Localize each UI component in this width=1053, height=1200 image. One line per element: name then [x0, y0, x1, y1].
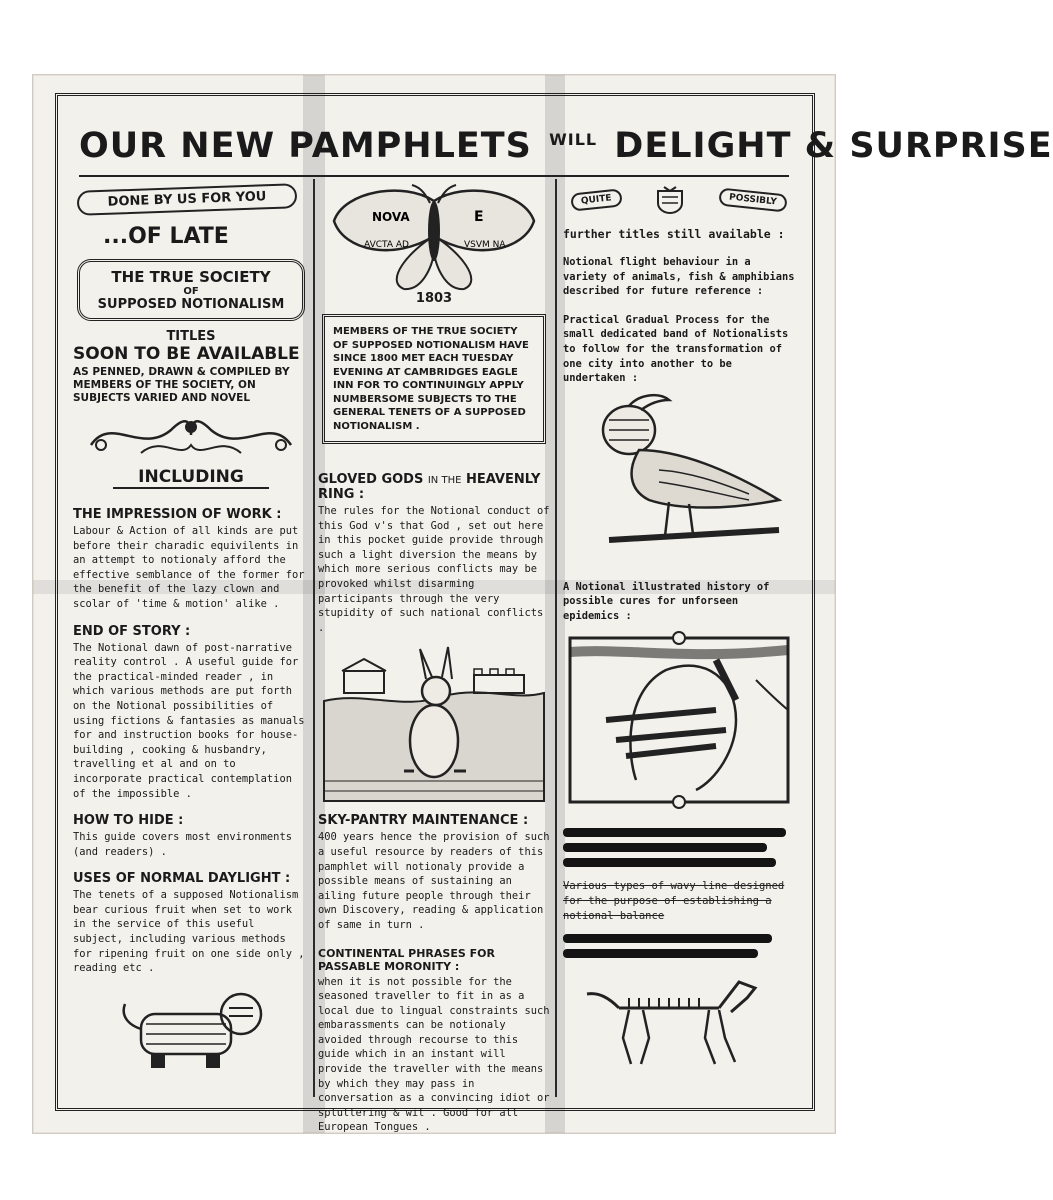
- column-left: [73, 181, 309, 1074]
- titles-label: TITLES: [166, 329, 216, 344]
- redaction-bar: [563, 858, 776, 867]
- ribbon-banner-right: [571, 185, 787, 215]
- struck-through-text: Various types of wavy line designed for the purpose of establishing a notional balance: [563, 879, 785, 922]
- section-heading: SKY-PANTRY MAINTENANCE :: [318, 813, 529, 829]
- moth-label-left: NOVA: [372, 210, 410, 224]
- banner-quite: QUITE: [570, 188, 622, 211]
- soon-available-heading: SOON TO BE AVAILABLE: [73, 344, 300, 364]
- redaction-bar: [563, 828, 786, 837]
- section-heading: HOW TO HIDE :: [73, 813, 184, 829]
- heading-part-2: IN THE: [427, 475, 462, 486]
- section-gloved-gods: [318, 472, 550, 635]
- redaction-bar: [563, 949, 758, 958]
- section-text: This guide covers most environments (and readers) .: [73, 831, 292, 858]
- section-heading: END OF STORY :: [73, 623, 191, 639]
- section-text: Labour & Action of all kinds are put before their charadic equivilents in an attempt to notionaly afford the effective semblance of the former for the benefit of the lazy clown and scolar of 'time & motion' alike .: [73, 525, 305, 610]
- section-normal-daylight: [73, 871, 309, 976]
- crest-icon: [650, 185, 690, 215]
- redaction-bar: [563, 934, 772, 943]
- gradual-process-text: Practical Gradual Process for the small dedicated band of Notionalists to follow for the transformation of one city into another to be undertaken :: [563, 313, 789, 385]
- page-title: [79, 119, 1053, 177]
- banner-possibly: POSSIBLY: [718, 188, 787, 213]
- year-label: 1803: [415, 291, 453, 306]
- section-heading: THE IMPRESSION OF WORK :: [73, 507, 282, 522]
- moth-label-right: E: [474, 209, 484, 225]
- moth-label-left2: AVCTA AD: [364, 240, 409, 250]
- helmeted-bird-icon: [569, 390, 789, 560]
- ribbon-banner: DONE BY US FOR YOU: [77, 183, 298, 216]
- society-cartouche: [77, 259, 305, 321]
- society-line-3: SUPPOSED NOTIONALISM: [97, 297, 285, 312]
- of-late-heading: ...OF LATE: [103, 224, 229, 249]
- including-heading: INCLUDING: [113, 467, 269, 489]
- title-will: WILL: [549, 130, 598, 149]
- knight-hare-landscape-icon: [324, 641, 544, 801]
- further-titles-heading: further titles still available :: [563, 227, 785, 241]
- section-end-of-story: [73, 624, 309, 802]
- society-line-1: THE TRUE SOCIETY: [111, 268, 271, 286]
- redaction-bar: [563, 843, 767, 852]
- column-divider-1: [313, 179, 315, 1097]
- moth-label-right2: VSVM NA: [464, 240, 506, 250]
- head-with-tubes-icon: [566, 630, 792, 810]
- armoured-dog-icon: [111, 984, 271, 1074]
- title-left: OUR NEW PAMPHLETS: [79, 126, 532, 166]
- redacted-block-2: [563, 934, 795, 958]
- pamphlet-sheet: [32, 74, 1053, 1134]
- section-continental-phrases: [318, 947, 550, 1136]
- scroll-ornament-icon: [81, 405, 301, 465]
- society-line-2: OF: [183, 286, 199, 297]
- column-divider-2: [555, 179, 557, 1097]
- column-middle: [318, 181, 550, 1135]
- section-text: 400 years hence the provision of such a useful resource by readers of this pamphlet will notionaly provide a possible means of sustaining an ailing future people through their own Discovery, reading & application of same in turn .: [318, 831, 550, 931]
- section-text: when it is not possible for the seasoned traveller to fit in as a local due to lingual constraints such embarassments can be notionaly avoided through recourse to this guide which in an instant will provide the traveller with the means by which they may pass in conversation as a convincing idiot or spluttering & wit . Good for all European Tongues .: [318, 975, 550, 1134]
- heading-part-3: HEAVENLY RING :: [318, 472, 541, 502]
- title-right: DELIGHT & SURPRISE: [614, 126, 1053, 166]
- section-how-to-hide: [73, 813, 309, 859]
- heading-part-1: GLOVED GODS: [318, 472, 424, 487]
- section-heading: USES OF NORMAL DAYLIGHT :: [73, 871, 291, 887]
- section-text: The rules for the Notional conduct of this God v's that God , set out here in this pocket guide provide through such a light diversion the means by which more serious conflicts may be provoked whilst disarming participants through the very stupidity of such national conflicts .: [318, 505, 550, 634]
- redacted-block-1: [563, 828, 795, 867]
- section-heading: [318, 472, 550, 502]
- intro-text: AS PENNED, DRAWN & COMPILED BY MEMBERS OF THE SOCIETY, ON SUBJECTS VARIED AND NOVEL: [73, 366, 290, 404]
- section-heading: CONTINENTAL PHRASES FOR PASSABLE MORONITY :: [318, 946, 495, 973]
- section-sky-pantry: [318, 813, 550, 932]
- section-impression-of-work: [73, 507, 309, 612]
- section-text: The Notional dawn of post-narrative reality control . A useful guide for the practical-minded reader , in which various methods are put forth on the Notional possibilities of using fictions & fantasies as manuals for and instruction books for house-building , cooking & husbandry, travelling et al and on to incorporate practical contemplation of the impossible .: [73, 641, 305, 800]
- moth-icon: [324, 181, 544, 291]
- skeleton-horse-icon: [579, 968, 779, 1068]
- cures-history-text: A Notional illustrated history of possible cures for unforseen epidemics :: [563, 580, 770, 622]
- flight-behaviour-text: Notional flight behaviour in a variety of animals, fish & amphibians described for future reference :: [563, 256, 795, 298]
- society-notice-box: MEMBERS OF THE TRUE SOCIETY OF SUPPOSED NOTIONALISM HAVE SINCE 1800 MET EACH TUESDAY EVENING AT CAMBRIDGES EAGLE INN FOR TO CONTINUINGLY APPLY NUMBERSOME SUBJECTS TO THE GENERAL TENETS OF A SUPPOSED NOTIONALISM .: [322, 314, 546, 444]
- section-text: The tenets of a supposed Notionalism bear curious fruit when set to work in the service of this useful subject, including various methods for ripening fruit on one side only , reading etc .: [73, 889, 305, 975]
- column-right: [563, 181, 795, 1068]
